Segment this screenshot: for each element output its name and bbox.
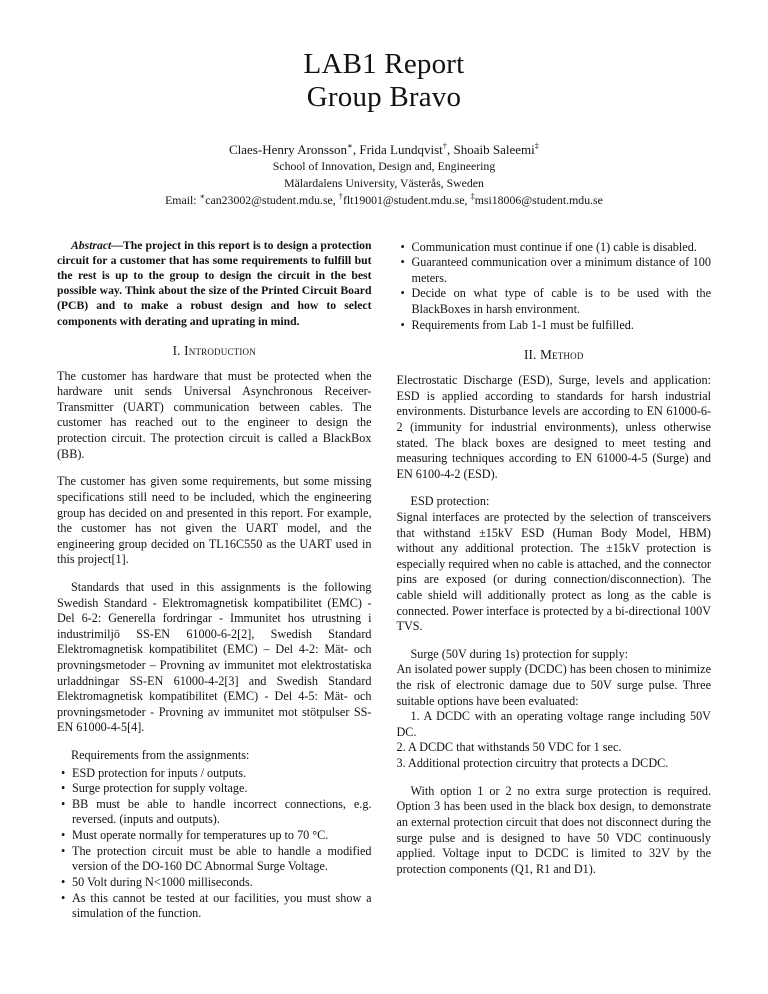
two-column-body	[57, 238, 711, 922]
section-heading-introduction: I. Introduction	[172, 342, 256, 358]
author-name: , Shoaib Saleemi	[447, 141, 535, 157]
esd-protection-lead: ESD protection:	[410, 494, 490, 509]
email-mark: †	[338, 190, 343, 201]
email-address: msi18006@student.mdu.se	[474, 192, 603, 207]
surge-protection-paragraph: An isolated power supply (DCDC) has been chosen to minimize the risk of electronic damage due to 50V surge pulse. Three suitable options have been evaluated:	[396, 662, 711, 708]
intro-paragraph-1: The customer has hardware that must be protected when the hardware unit sends Universal Asynchronous Receiver-Transmitter (UART) communication between cables. The customer has reached out to the engineer to design the protection circuit. The protection circuit is called a BlackBox (BB).	[57, 368, 372, 461]
title-line-1: LAB1 Report	[303, 48, 465, 80]
method-paragraph-1: Electrostatic Discharge (ESD), Surge, levels and application: ESD is applied according to standards for harsh industrial environments. Disturbance levels are according to EN 61000-6-2 (immunity for industrial environments), unless otherwise stated. The black boxes are designed to meet testing and measuring techniques according to EN 61000-4-5 (Surge) and EN 6100-4-2 (ESD).	[396, 373, 711, 481]
option-item-3: 3. Additional protection circuitry that protects a DCDC.	[396, 756, 669, 771]
email-address: flt19001@student.mdu.se,	[342, 192, 471, 207]
list-item: • Communication must continue if one (1) cable is disabled.	[397, 240, 712, 256]
list-item: • ESD protection for inputs / outputs.	[57, 766, 372, 782]
email-address: can23002@student.mdu.se,	[205, 192, 339, 207]
author-name: Claes-Henry Aronsson	[228, 141, 348, 157]
author-name: , Frida Lundqvist	[352, 141, 443, 157]
email-line	[57, 190, 711, 208]
email-prefix: Email:	[165, 192, 200, 207]
affiliation-line-2: Mälardalens University, Västerås, Sweden	[284, 175, 484, 190]
list-item: • The protection circuit must be able to handle a modified version of the DO-160 DC Abnormal Surge Voltage.	[57, 844, 372, 875]
abstract-label: Abstract—	[71, 238, 123, 252]
right-column	[397, 238, 712, 922]
surge-protection-lead: Surge (50V during 1s) protection for supply:	[410, 646, 629, 661]
intro-paragraph-2: The customer has given some requirements, but some missing specifications still need to be included, which the engineering group has decided on and presented in this report. For example, the customer has not given the UART model, and the engineering group decided on TL16C550 as the UART used in this project[1].	[57, 474, 372, 567]
list-item: • Must operate normally for temperatures up to 70 °C.	[57, 828, 372, 844]
intro-paragraph-3: Standards that used in this assignments is the following Swedish Standard - Elektromagnetisk kompatibilitet (EMC) - Del 6-2: Generella fordringar - Immunitet hos utrustning i industrimiljö SS-EN 61000-6-2[2], Swedish Standard Elektromagnetisk kompatibilitet (EMC) – Del 4-2: Mät- och provningsmetoder – Provning av immunitet mot elektrostatiska urladdningar SS-EN 61000-4-2[3] and Swedish Standard Elektromagnetisk kompatibilitet (EMC) - Del 4-5: Mät- och provningsmetoder - Provning av immunitet mot stötpulser SS-EN 61000-4-5[4].	[57, 579, 372, 735]
requirements-lead: Requirements from the assignments:	[71, 748, 250, 763]
list-item: • 50 Volt during N<1000 milliseconds.	[57, 875, 372, 891]
list-item: • Requirements from Lab 1-1 must be fulfilled.	[397, 318, 712, 334]
requirements-list	[57, 766, 372, 922]
authors-line	[57, 142, 711, 158]
title-line-2: Group Bravo	[306, 81, 462, 114]
email-mark: ‡	[470, 190, 475, 201]
section-heading-method: II. Method	[523, 347, 584, 363]
paper-title	[57, 48, 711, 115]
author-mark: ‡	[534, 140, 540, 151]
email-mark: ∗	[199, 190, 206, 201]
abstract-text: The project in this report is to design a protection circuit for a customer that has some requirements to fulfill but the rest is up to the group to design the circuit in the best possible way. Think about the size of the Printed Circuit Board (PCB) and to make a robust design and how to select components with derating and uprating in mind.	[57, 238, 372, 328]
esd-protection-paragraph: Signal interfaces are protected by the selection of transceivers that withstand ±15kV ESD (Human Body Model, HBM) without any additional protection. The ±15kV protection is especially required when no cable is attached, and the connector pins are exposed (or during connection/disconnection). The cable shield will additionally protect as long as the cable is connected. Power interface is protected by a bi-directional 100V TVS.	[396, 509, 711, 634]
abstract	[57, 238, 372, 329]
list-item: • Guaranteed communication over a minimum distance of 100 meters.	[397, 255, 712, 286]
author-mark: †	[442, 140, 448, 151]
method-closing-paragraph: With option 1 or 2 no extra surge protection is required. Option 3 has been used in the black box design, to demonstrate an external protection circuit that does not disconnect during the surge pulse and is designed to have 50 VDC continuously applied. Voltage input to DCDC is limited to 32V by the protection components (Q1, R1 and D1).	[396, 783, 711, 876]
option-item-1: 1. A DCDC with an operating voltage range including 50V DC.	[396, 709, 711, 739]
left-column	[57, 238, 372, 922]
author-block	[57, 142, 711, 208]
list-item: • Surge protection for supply voltage.	[57, 781, 372, 797]
option-item-2: 2. A DCDC that withstands 50 VDC for 1 sec.	[396, 740, 622, 755]
requirements-list-continued	[397, 240, 712, 334]
paper-header	[57, 48, 711, 208]
list-item: • As this cannot be tested at our facilities, you must show a simulation of the function.	[57, 891, 372, 922]
author-mark: ∗	[347, 140, 353, 151]
affiliation-line-1: School of Innovation, Design and, Engineering	[272, 158, 496, 173]
list-item: • BB must be able to handle incorrect connections, e.g. reversed. (inputs and outputs).	[57, 797, 372, 828]
list-item: • Decide on what type of cable is to be used with the BlackBoxes in harsh environment.	[397, 286, 712, 317]
